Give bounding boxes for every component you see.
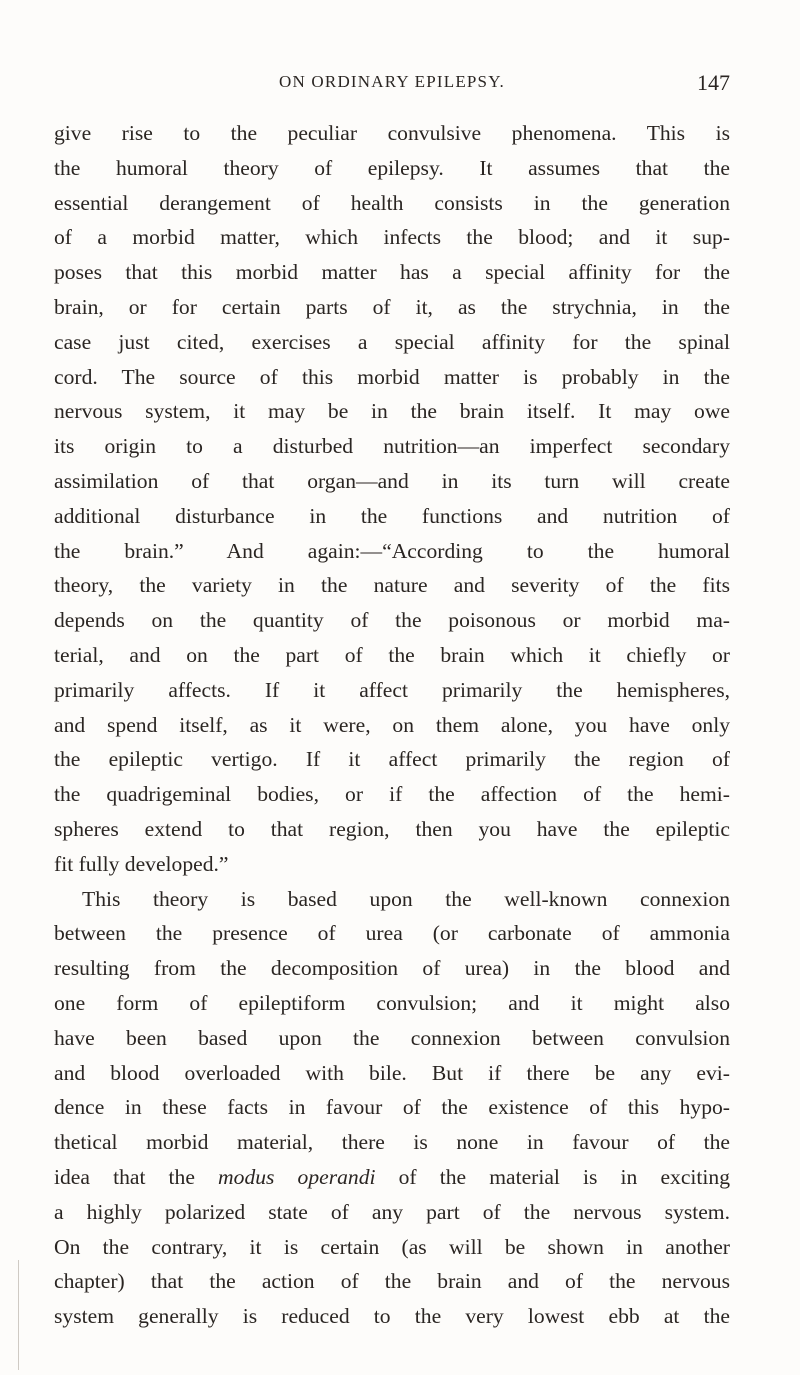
italic-phrase: modus operandi	[218, 1164, 376, 1189]
text-line: a highly polarized state of any part of the nervous system.	[54, 1199, 730, 1224]
text-line: have been based upon the connexion between convulsion	[54, 1025, 730, 1050]
text-line: nervous system, it may be in the brain itself. It may owe	[54, 399, 730, 424]
text-line: between the presence of urea (or carbonate of ammonia	[54, 921, 730, 946]
text-line: give rise to the peculiar convulsive phenomena. This is	[54, 121, 730, 145]
text-line: of a morbid matter, which infects the blood; and it sup-	[54, 225, 730, 250]
text-line: assimilation of that organ—and in its turn will create	[54, 468, 730, 493]
text-line: spheres extend to that region, then you have the epileptic	[54, 816, 730, 841]
text-line: case just cited, exercises a special affinity for the spinal	[54, 329, 730, 354]
text-line: and spend itself, as it were, on them alone, you have only	[54, 712, 730, 737]
text-line: one form of epileptiform convulsion; and it might also	[54, 990, 730, 1015]
paragraph-1	[54, 116, 730, 882]
text-line: brain, or for certain parts of it, as the strychnia, in the	[54, 294, 730, 319]
text-line: the epileptic vertigo. If it affect primarily the region of	[54, 747, 730, 772]
paragraph-2	[54, 882, 730, 1334]
text-line: dence in these facts in favour of the existence of this hypo-	[54, 1095, 730, 1120]
body-text	[54, 116, 730, 1334]
text-line: idea that the modus operandi of the material is in exciting	[54, 1164, 730, 1189]
text-line: This theory is based upon the well-known connexion	[82, 886, 730, 911]
text-line: depends on the quantity of the poisonous or morbid ma-	[54, 608, 730, 633]
text-line: resulting from the decomposition of urea) in the blood and	[54, 956, 730, 981]
page-number: 147	[697, 70, 730, 95]
running-head	[54, 70, 730, 100]
running-title: ON ORDINARY EPILEPSY.	[279, 72, 505, 91]
text-line: terial, and on the part of the brain which it chiefly or	[54, 642, 730, 667]
text-line: and blood overloaded with bile. But if there be any evi-	[54, 1060, 730, 1085]
text-line: On the contrary, it is certain (as will be shown in another	[54, 1234, 730, 1259]
text-line: the brain.” And again:—“According to the humoral	[54, 538, 730, 563]
text-line: essential derangement of health consists in the generation	[54, 190, 730, 215]
text-line: the quadrigeminal bodies, or if the affection of the hemi-	[54, 782, 730, 807]
text-line: poses that this morbid matter has a special affinity for the	[54, 260, 730, 285]
text-line: additional disturbance in the functions and nutrition of	[54, 503, 730, 528]
text-line: system generally is reduced to the very lowest ebb at the	[54, 1304, 730, 1329]
text-line: fit fully developed.”	[54, 851, 229, 876]
text-line: its origin to a disturbed nutrition—an imperfect secondary	[54, 434, 730, 459]
text-line: chapter) that the action of the brain and of the nervous	[54, 1269, 730, 1294]
page-edge-mark	[18, 1260, 19, 1370]
text-line: the humoral theory of epilepsy. It assumes that the	[54, 155, 730, 180]
text-line: theory, the variety in the nature and severity of the fits	[54, 573, 730, 598]
text-line: cord. The source of this morbid matter is probably in the	[54, 364, 730, 389]
text-line: primarily affects. If it affect primarily the hemispheres,	[54, 677, 730, 702]
text-line: thetical morbid material, there is none in favour of the	[54, 1130, 730, 1155]
